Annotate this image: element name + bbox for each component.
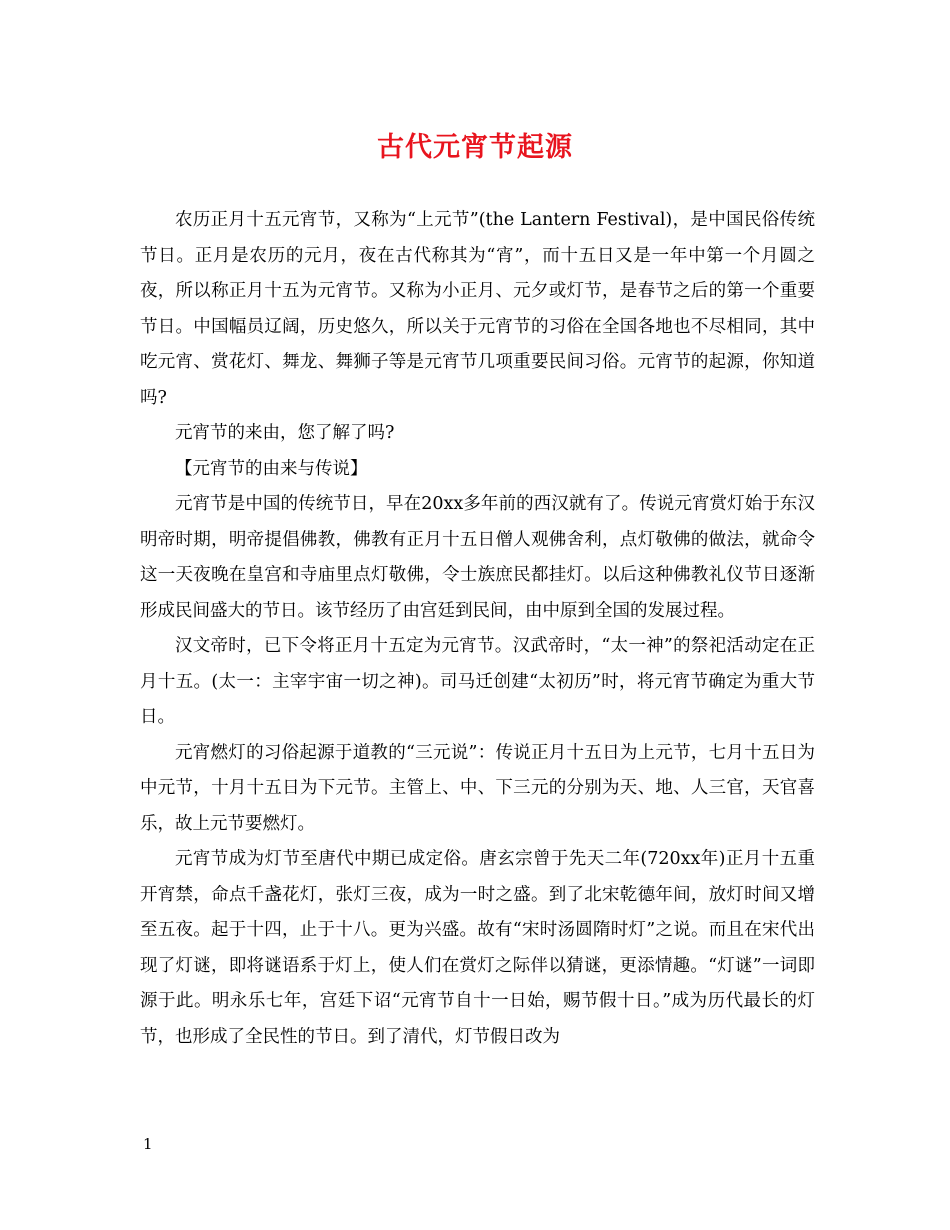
paragraph-intro: 农历正月十五元宵节，又称为“上元节”(the Lantern Festival)，是中国民俗传统节日。正月是农历的元月，夜在古代称其为“宵”，而十五日又是一年中第一个月圆之夜，所以称正月十五为元宵节。又称为小正月、元夕或灯节，是春节之后的第一个重要节日。中国幅员辽阔，历史悠久，所以关于元宵节的习俗在全国各地也不尽相同，其中吃元宵、赏花灯、舞龙、舞狮子等是元宵节几项重要民间习俗。元宵节的起源，你知道吗? [140,210,815,408]
paragraph-han-dynasty: 汉文帝时，已下令将正月十五定为元宵节。汉武帝时，“太一神”的祭祀活动定在正月十五。(太一：主宰宇宙一切之神)。司马迁创建“太初历”时，将元宵节确定为重大节日。 [140,636,815,727]
document-title: 古代元宵节起源 [377,132,573,163]
document-body [140,203,815,1055]
paragraph-origin: 元宵节是中国的传统节日，早在20xx多年前的西汉就有了。传说元宵赏灯始于东汉明帝时期，明帝提倡佛教，佛教有正月十五日僧人观佛舍利，点灯敬佛的做法，就命令这一天夜晚在皇宫和寺庙里点灯敬佛，令士族庶民都挂灯。以后这种佛教礼仪节日逐渐形成民间盛大的节日。该节经历了由宫廷到民间，由中原到全国的发展过程。 [140,494,815,621]
paragraph-lantern-history: 元宵节成为灯节至唐代中期已成定俗。唐玄宗曾于先天二年(720xx年)正月十五重开宵禁，命点千盏花灯，张灯三夜，成为一时之盛。到了北宋乾德年间，放灯时间又增至五夜。起于十四，止于十八。更为兴盛。故有“宋时汤圆隋时灯”之说。而且在宋代出现了灯谜，即将谜语系于灯上，使人们在赏灯之际伴以猜谜，更添情趣。“灯谜”一词即源于此。明永乐七年，宫廷下诏“元宵节自十一日始，赐节假十日。”成为历代最长的灯节，也形成了全民性的节日。到了清代，灯节假日改为 [140,849,815,1047]
paragraph-three-yuan: 元宵燃灯的习俗起源于道教的“三元说”：传说正月十五日为上元节，七月十五日为中元节，十月十五日为下元节。主管上、中、下三元的分别为天、地、人三官，天官喜乐，故上元节要燃灯。 [140,742,815,834]
page-number: 1 [143,1135,153,1153]
paragraph-question: 元宵节的来由，您了解了吗? [175,423,395,443]
section-heading: 【元宵节的由来与传说】 [175,458,368,479]
